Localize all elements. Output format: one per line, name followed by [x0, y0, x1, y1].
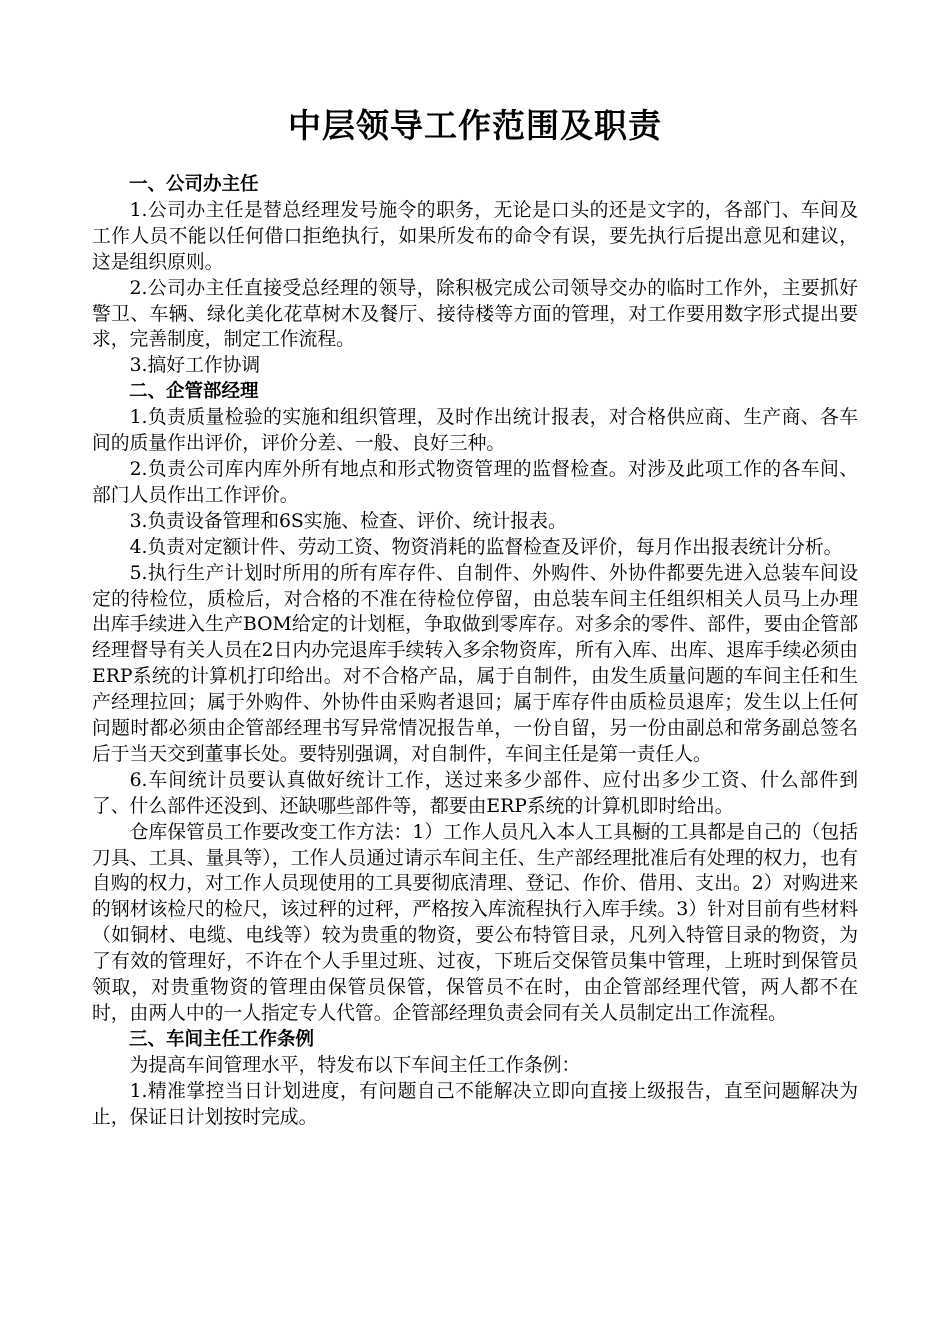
paragraph: 5.执行生产计划时所用的所有库存件、自制件、外购件、外协件都要先进入总装车间设定的待检位，质检后，对合格的不准在待检位停留，由总装车间主任组织相关人员马上办理出库手续进入生产BOM给定的计划框，争取做到零库存。对多余的零件、部件，要由企管部经理督导有关人员在2日内办完退库手续转入多余物资库，所有入库、出库、退库手续必须由ERP系统的计算机打印给出。对不合格产品，属于自制件，由发生质量问题的车间主任和生产经理拉回；属于外购件、外协件由采购者退回；属于库存件由质检员退库；发生以上任何问题时都必须由企管部经理书写异常情况报告单，一份自留，另一份由副总和常务副总签名后于当天交到董事长处。要特别强调，对自制件，车间主任是第一责任人。: [92, 562, 858, 765]
section-heading: 三、车间主任工作条例: [129, 1028, 315, 1050]
paragraph: 1.精准掌控当日计划进度，有问题自己不能解决立即向直接上级报告，直至问题解决为止，保证日计划按时完成。: [92, 1080, 858, 1128]
paragraph: 仓库保管员工作要改变工作方法：1）工作人员凡入本人工具橱的工具都是自己的（包括刀具、工具、量具等），工作人员通过请示车间主任、生产部经理批准后有处理的权力，也有自购的权力，对工作人员现使用的工具要彻底清理、登记、作价、借用、支出。2）对购进来的钢材该检尺的检尺，该过秤的过秤，严格按入库流程执行入库手续。3）针对目前有些材料（如铜材、电缆、电线等）较为贵重的物资，要公布特管目录，凡列入特管目录的物资，为了有效的管理好，不许在个人手里过班、过夜，下班后交保管员集中管理，上班时到保管员领取，对贵重物资的管理由保管员保管，保管员不在时，由企管部经理代管，两人都不在时，由两人中的一人指定专人代管。企管部经理负责会同有关人员制定出工作流程。: [92, 821, 858, 1024]
paragraph: 2.负责公司库内库外所有地点和形式物资管理的监督检查。对涉及此项工作的各车间、部门人员作出工作评价。: [92, 458, 858, 506]
section-heading: 二、企管部经理: [129, 381, 259, 403]
paragraph: 4.负责对定额计件、劳动工资、物资消耗的监督检查及评价，每月作出报表统计分析。: [129, 536, 843, 558]
document-title: 中层领导工作范围及职责: [288, 106, 662, 145]
paragraph: 1.负责质量检验的实施和组织管理，及时作出统计报表，对合格供应商、生产商、各车间的质量作出评价，评价分差、一般、良好三种。: [92, 407, 858, 455]
section-workshop-director: [92, 1027, 858, 1131]
paragraph: 3.搞好工作协调: [129, 355, 261, 377]
section-office-director: [92, 172, 858, 379]
document-page: [92, 100, 858, 1131]
paragraph: 6.车间统计员要认真做好统计工作，送过来多少部件、应付出多少工资、什么部件到了、什么部件还没到、还缺哪些部件等，都要由ERP系统的计算机即时给出。: [92, 769, 858, 817]
paragraph: 3.负责设备管理和6S实施、检查、评价、统计报表。: [129, 510, 567, 532]
document-body: [92, 172, 858, 1131]
paragraph: 为提高车间管理水平，特发布以下车间主任工作条例：: [129, 1054, 581, 1076]
section-heading: 一、公司办主任: [129, 174, 259, 195]
paragraph: 1.公司办主任是替总经理发号施令的职务，无论是口头的还是文字的，各部门、车间及工作人员不能以任何借口拒绝执行，如果所发布的命令有误，要先执行后提出意见和建议，这是组织原则。: [92, 199, 858, 273]
section-enterprise-manager: [92, 379, 858, 1027]
paragraph: 2.公司办主任直接受总经理的领导，除积极完成公司领导交办的临时工作外，主要抓好警卫、车辆、绿化美化花草树木及餐厅、接待楼等方面的管理，对工作要用数字形式提出要求，完善制度，制定工作流程。: [92, 277, 858, 351]
